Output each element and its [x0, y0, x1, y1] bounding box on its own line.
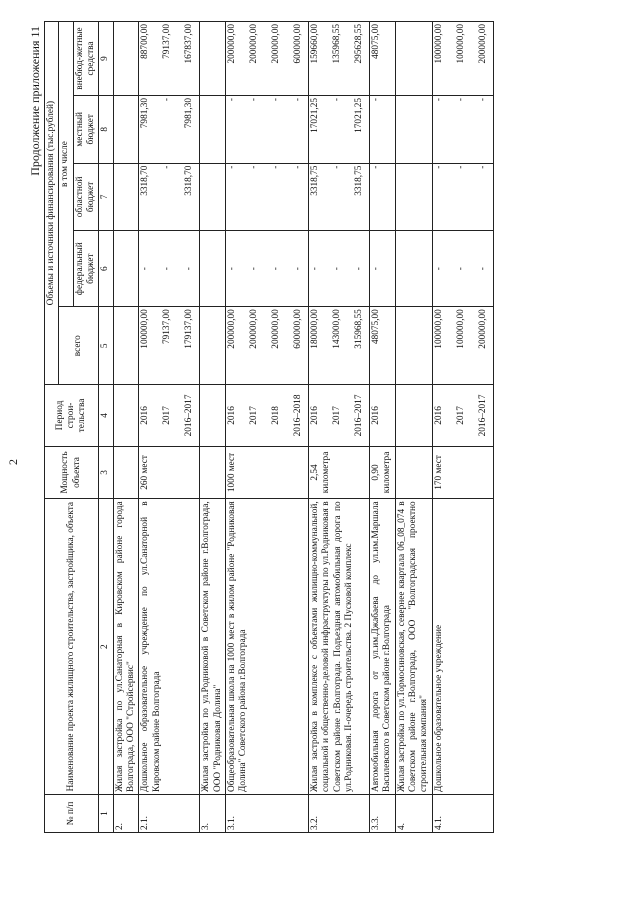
extra-value: 88700,00 [140, 24, 151, 59]
table-row [113, 22, 139, 833]
total-value: 600000,00 [292, 309, 303, 349]
cell-total [225, 307, 308, 385]
header-extra: внебюд-жетные средства [73, 22, 99, 96]
row-number: 3.3. [369, 795, 395, 833]
regional-value: - [370, 165, 381, 169]
extra-value: 295628,55 [353, 24, 364, 64]
header-local: местный бюджет [73, 96, 99, 164]
federal-value: - [248, 267, 259, 271]
federal-value: - [309, 267, 320, 271]
regional-value: - [162, 165, 173, 169]
column-number: 5 [99, 307, 113, 385]
cell-local [432, 96, 493, 164]
column-number: 8 [99, 96, 113, 164]
federal-value: - [140, 267, 151, 271]
extra-value: 135968,55 [331, 24, 342, 64]
cell-extra [113, 22, 139, 96]
cell-federal [139, 231, 200, 307]
period-value: 2016 [140, 406, 151, 425]
cell-extra [139, 22, 200, 96]
header-volumes: Объемы и источники финансирования (тыс.рублей) [45, 22, 59, 385]
header-num: № п/п [45, 795, 99, 833]
total-value: 315968,55 [353, 309, 364, 349]
row-number: 2. [113, 795, 139, 833]
table-body [113, 22, 493, 833]
regional-value: 3318,75 [309, 165, 320, 196]
row-name: Автомобильная дорога от ул.им.Джабаева до ул.им.Маршала Василевского в Советском районе г.Волгограда [369, 499, 395, 795]
period-value: 2016 [370, 406, 381, 425]
cell-extra [369, 22, 395, 96]
federal-value: - [184, 267, 195, 271]
total-value: 179137,00 [184, 309, 195, 349]
cell-local [225, 96, 308, 164]
table-row [225, 22, 308, 833]
row-name: Жилая застройка по ул.Санаторная в Кировском районе города Волгограда, ООО "Стройсервис" [113, 499, 139, 795]
cell-federal [395, 231, 432, 307]
federal-value: - [331, 267, 342, 271]
federal-value: - [226, 267, 237, 271]
table-row [432, 22, 493, 833]
federal-value: - [162, 267, 173, 271]
cell-local [369, 96, 395, 164]
row-name: Дошкольное образовательное учреждение по ул.Санаторной в Кировском районе Волгограда [139, 499, 200, 795]
total-value: 79137,00 [162, 309, 173, 345]
regional-value: - [226, 165, 237, 169]
continuation-caption: Продолжение приложения 11 [28, 26, 42, 176]
total-value: 180000,00 [309, 309, 320, 349]
cell-local [308, 96, 369, 164]
local-value: - [270, 98, 281, 102]
column-number-row [99, 22, 113, 833]
local-value: 17021,25 [353, 98, 364, 133]
header-incl: в том числе [59, 22, 73, 307]
cell-federal [369, 231, 395, 307]
cell-regional [395, 163, 432, 231]
local-value: - [226, 98, 237, 102]
cell-extra [395, 22, 432, 96]
table-row [308, 22, 369, 833]
local-value: 17021,25 [309, 98, 320, 133]
row-capacity: 170 мест [432, 446, 493, 499]
row-number: 3.1. [225, 795, 308, 833]
regional-value: 3318,75 [353, 165, 364, 196]
column-number: 9 [99, 22, 113, 96]
period-value: 2016–2017 [353, 394, 364, 437]
total-value: 48075,00 [370, 309, 381, 345]
row-number: 3. [200, 795, 226, 833]
cell-period [200, 385, 226, 446]
row-number: 2.1. [139, 795, 200, 833]
row-name: Жилая застройка по ул.Родниковой в Советском районе г.Волгограда, ООО "Родниковая Долина" [200, 499, 226, 795]
local-value: - [477, 98, 488, 102]
row-number: 4.1. [432, 795, 493, 833]
cell-regional [200, 163, 226, 231]
extra-value: 100000,00 [455, 24, 466, 64]
local-value: - [370, 98, 381, 102]
extra-value: 200000,00 [477, 24, 488, 64]
local-value: - [292, 98, 303, 102]
cell-total [113, 307, 139, 385]
cell-regional [369, 163, 395, 231]
column-number: 3 [99, 446, 113, 499]
cell-total [139, 307, 200, 385]
cell-total [369, 307, 395, 385]
cell-local [395, 96, 432, 164]
extra-value: 167837,00 [184, 24, 195, 64]
regional-value: - [477, 165, 488, 169]
extra-value: 200000,00 [226, 24, 237, 64]
regional-value: - [331, 165, 342, 169]
cell-federal [225, 231, 308, 307]
federal-value: - [370, 267, 381, 271]
cell-federal [432, 231, 493, 307]
row-capacity: 1000 мест [225, 446, 308, 499]
cell-period [139, 385, 200, 446]
cell-regional [139, 163, 200, 231]
local-value: 7981,30 [140, 98, 151, 129]
extra-value: 48075,00 [370, 24, 381, 59]
cell-local [113, 96, 139, 164]
row-number: 3.2. [308, 795, 369, 833]
extra-value: 159660,00 [309, 24, 320, 64]
extra-value: 600000,00 [292, 24, 303, 64]
local-value: - [331, 98, 342, 102]
extra-value: 200000,00 [270, 24, 281, 64]
regional-value: 3318,70 [140, 165, 151, 196]
total-value: 200000,00 [248, 309, 259, 349]
row-capacity: 2,54 километра [308, 446, 369, 499]
federal-value: - [292, 267, 303, 271]
row-name: Жилая застройка по ул.Тормосиновская, севернее квартала 06_08_074 в Советском районе г.Волгограда, ООО "Волгоградская проектно строительная компания" [395, 499, 432, 795]
column-number: 7 [99, 163, 113, 231]
regional-value: 3318,70 [184, 165, 195, 196]
cell-extra [200, 22, 226, 96]
cell-local [200, 96, 226, 164]
header-federal: федеральный бюджет [73, 231, 99, 307]
table-row [200, 22, 226, 833]
header-capacity: Мощность объекта [45, 446, 99, 499]
cell-period [225, 385, 308, 446]
cell-period [369, 385, 395, 446]
period-value: 2017 [331, 406, 342, 425]
cell-regional [113, 163, 139, 231]
total-value: 143000,00 [331, 309, 342, 349]
page-number: 2 [6, 459, 20, 465]
federal-value: - [270, 267, 281, 271]
regional-value: - [455, 165, 466, 169]
header-total: всего [59, 307, 99, 385]
period-value: 2018 [270, 406, 281, 425]
total-value: 200000,00 [270, 309, 281, 349]
federal-value: - [353, 267, 364, 271]
period-value: 2016 [226, 406, 237, 425]
header-name: Наименование проекта жилищного строительства, застройщика, объекта [45, 499, 99, 795]
local-value: - [433, 98, 444, 102]
header-regional: областной бюджет [73, 163, 99, 231]
cell-extra [308, 22, 369, 96]
table-row [139, 22, 200, 833]
local-value: - [455, 98, 466, 102]
cell-total [395, 307, 432, 385]
regional-value: - [248, 165, 259, 169]
period-value: 2017 [162, 406, 173, 425]
column-number: 1 [99, 795, 113, 833]
row-name: Общеобразовательная школа на 1000 мест в жилом районе "Родниковая Долина" Советского района г.Волгограда [225, 499, 308, 795]
total-value: 200000,00 [226, 309, 237, 349]
cell-extra [432, 22, 493, 96]
row-number: 4. [395, 795, 432, 833]
period-value: 2016 [433, 406, 444, 425]
federal-value: - [455, 267, 466, 271]
header-period: Период строи-тельства [45, 385, 99, 446]
period-value: 2016–2017 [477, 394, 488, 437]
cell-period [308, 385, 369, 446]
row-capacity: 0,90 километра [369, 446, 395, 499]
local-value: 7981,30 [184, 98, 195, 129]
cell-total [200, 307, 226, 385]
cell-period [432, 385, 493, 446]
regional-value: - [270, 165, 281, 169]
cell-regional [225, 163, 308, 231]
row-capacity [200, 446, 226, 499]
total-value: 100000,00 [455, 309, 466, 349]
table-row [369, 22, 395, 833]
row-capacity [113, 446, 139, 499]
column-number: 2 [99, 499, 113, 795]
period-value: 2016–2017 [184, 394, 195, 437]
local-value: - [162, 98, 173, 102]
column-number: 4 [99, 385, 113, 446]
total-value: 200000,00 [477, 309, 488, 349]
regional-value: - [292, 165, 303, 169]
extra-value: 200000,00 [248, 24, 259, 64]
cell-federal [308, 231, 369, 307]
column-number: 6 [99, 231, 113, 307]
regional-value: - [433, 165, 444, 169]
row-name: Жилая застройка в комплексе с объектами жилищно-коммунальной, социальной и общественно-деловой инфраструктуры по ул.Родниковая в Советском районе г.Волгограда. Подъездная автомобильная дорога по ул.Родниковая. II-очередь строительства. 2 Пусковой комплекс [308, 499, 369, 795]
cell-total [432, 307, 493, 385]
total-value: 100000,00 [433, 309, 444, 349]
row-capacity [395, 446, 432, 499]
cell-extra [225, 22, 308, 96]
period-value: 2017 [455, 406, 466, 425]
cell-total [308, 307, 369, 385]
row-name: Дошкольное образовательное учреждение [432, 499, 493, 795]
financing-table [44, 21, 494, 833]
period-value: 2017 [248, 406, 259, 425]
federal-value: - [433, 267, 444, 271]
period-value: 2016 [309, 406, 320, 425]
table-row [395, 22, 432, 833]
cell-local [139, 96, 200, 164]
cell-regional [432, 163, 493, 231]
cell-period [395, 385, 432, 446]
total-value: 100000,00 [140, 309, 151, 349]
cell-federal [200, 231, 226, 307]
cell-federal [113, 231, 139, 307]
period-value: 2016–2018 [292, 394, 303, 437]
federal-value: - [477, 267, 488, 271]
cell-period [113, 385, 139, 446]
extra-value: 100000,00 [433, 24, 444, 64]
row-capacity: 260 мест [139, 446, 200, 499]
cell-regional [308, 163, 369, 231]
extra-value: 79137,00 [162, 24, 173, 59]
local-value: - [248, 98, 259, 102]
